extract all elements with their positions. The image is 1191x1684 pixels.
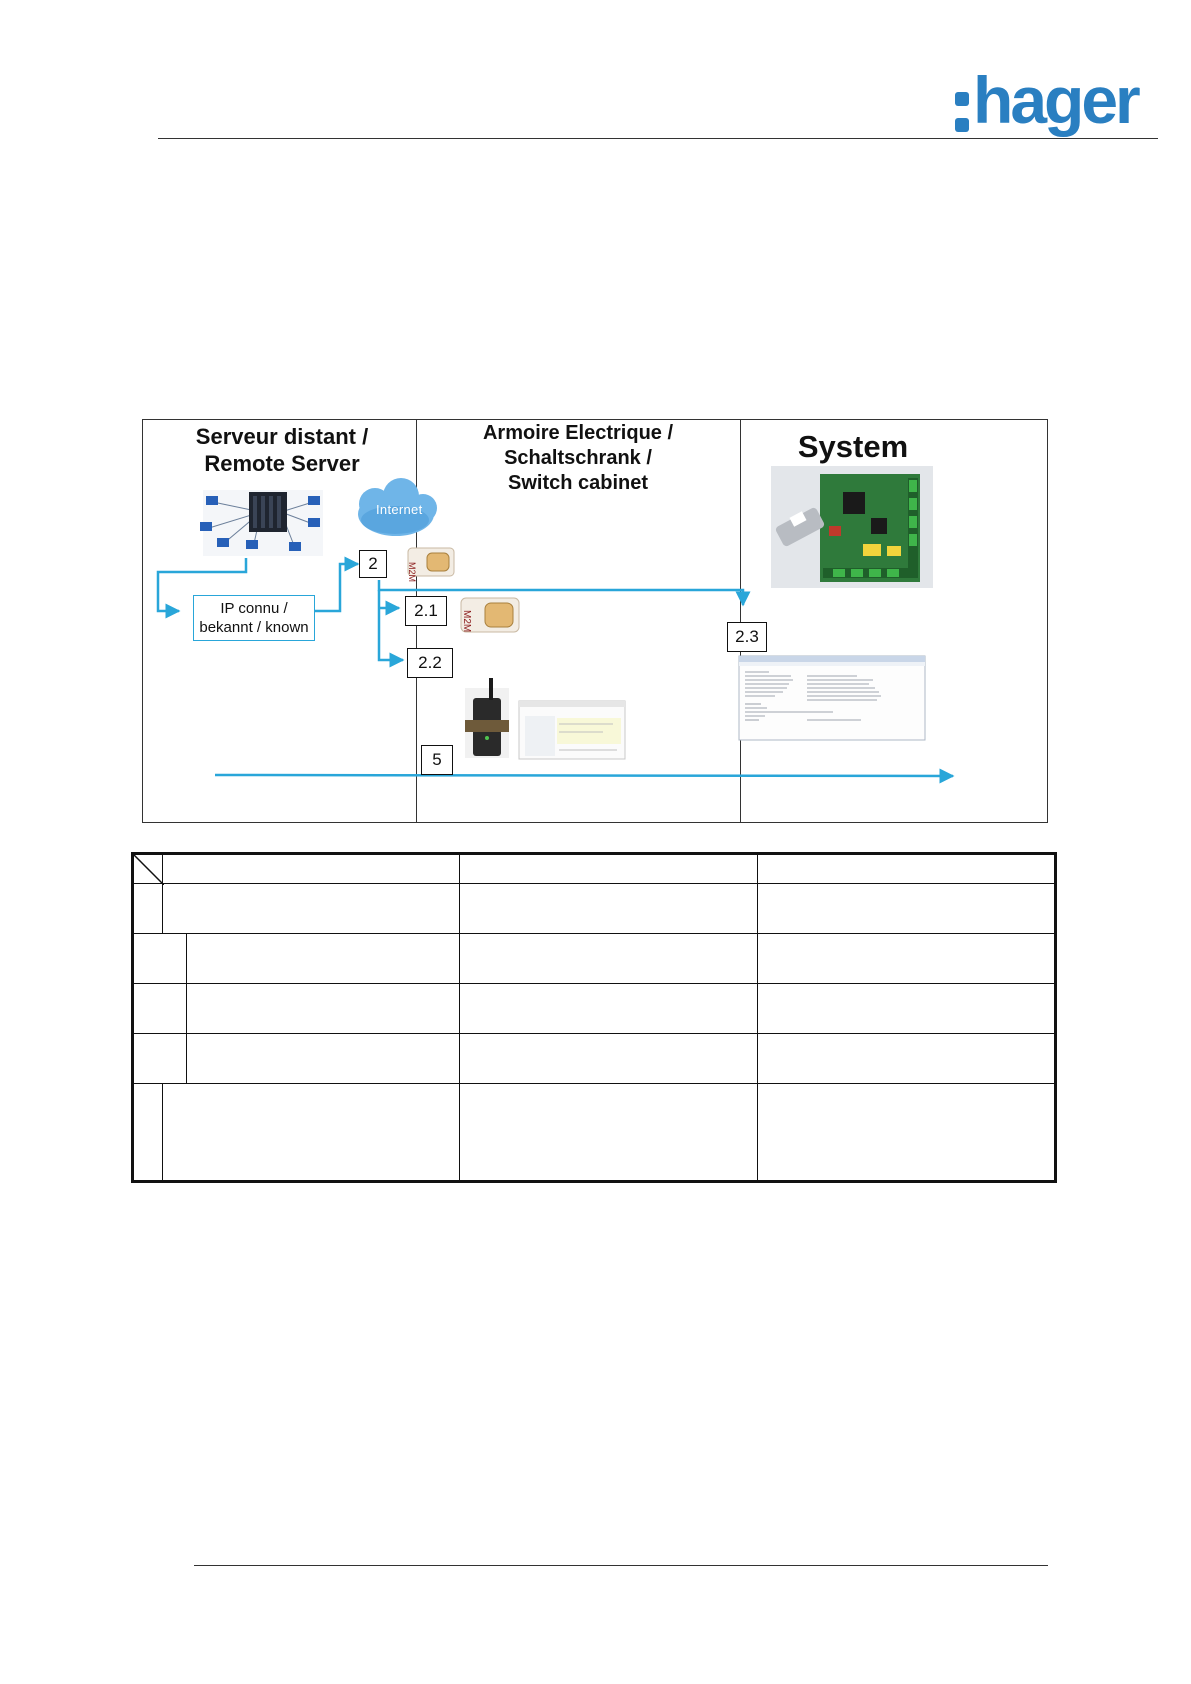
logo-colon-icon	[955, 92, 969, 132]
table-cell	[187, 1034, 460, 1084]
table-corner-cell	[133, 854, 163, 884]
table-row	[133, 1034, 1056, 1084]
step-2-box: 2	[359, 550, 387, 578]
table-cell	[133, 1084, 163, 1182]
sim-card-icon	[407, 548, 454, 582]
ip-box-line: bekannt / known	[199, 619, 309, 636]
table-cell	[133, 884, 163, 934]
table-header-cell	[758, 854, 1056, 884]
cloud-label: Internet	[376, 502, 423, 517]
hager-logo	[955, 60, 1155, 140]
table-row	[133, 884, 1056, 934]
table-cell	[133, 1034, 187, 1084]
table-cell	[758, 984, 1056, 1034]
title-line: Switch cabinet	[507, 472, 649, 494]
table-cell	[163, 884, 460, 934]
config-screenshot-icon	[519, 701, 625, 759]
table-cell	[187, 934, 460, 984]
table-cell	[758, 1034, 1056, 1084]
table-cell	[460, 1034, 758, 1084]
table-cell	[758, 1084, 1056, 1182]
table-row	[133, 934, 1056, 984]
title-line: System	[797, 429, 909, 464]
table-cell	[758, 934, 1056, 984]
title-line: Schaltschrank /	[504, 447, 652, 469]
ip-box-line: IP connu /	[220, 600, 288, 617]
logo-text: hager	[973, 63, 1138, 137]
empty-table	[131, 852, 1057, 1183]
svg-text:M2M: M2M	[407, 562, 417, 582]
table-cell	[187, 984, 460, 1034]
table-cell	[163, 1084, 460, 1182]
diagonal-slash-icon	[134, 855, 164, 885]
step-2-1-box: 2.1	[405, 596, 447, 626]
table-cell	[460, 934, 758, 984]
title-line: Remote Server	[204, 451, 360, 476]
server-network-icon	[200, 490, 323, 556]
step-5-box: 5	[421, 745, 453, 775]
table-header-row	[133, 854, 1056, 884]
circuit-board-icon	[771, 466, 933, 588]
table-cell	[758, 884, 1056, 934]
table-cell	[460, 1084, 758, 1182]
ip-known-box	[193, 595, 315, 641]
terminal-window-icon	[739, 656, 925, 740]
network-diagram	[142, 419, 1048, 823]
modem-icon	[465, 678, 509, 758]
table-cell	[460, 884, 758, 934]
table-row	[133, 1084, 1056, 1182]
table-header-cell	[163, 854, 460, 884]
title-line: Serveur distant /	[195, 424, 369, 449]
footer-rule	[194, 1565, 1048, 1566]
header-rule	[158, 138, 1158, 139]
table-cell	[460, 984, 758, 1034]
step-2-2-box: 2.2	[407, 648, 453, 678]
table-cell	[133, 984, 187, 1034]
table-row	[133, 984, 1056, 1034]
step-2-3-box: 2.3	[727, 622, 767, 652]
sim-card-icon	[461, 598, 519, 632]
svg-text:M2M: M2M	[461, 610, 472, 633]
table-header-cell	[460, 854, 758, 884]
title-line: Armoire Electrique /	[482, 422, 674, 444]
table-cell	[133, 934, 187, 984]
